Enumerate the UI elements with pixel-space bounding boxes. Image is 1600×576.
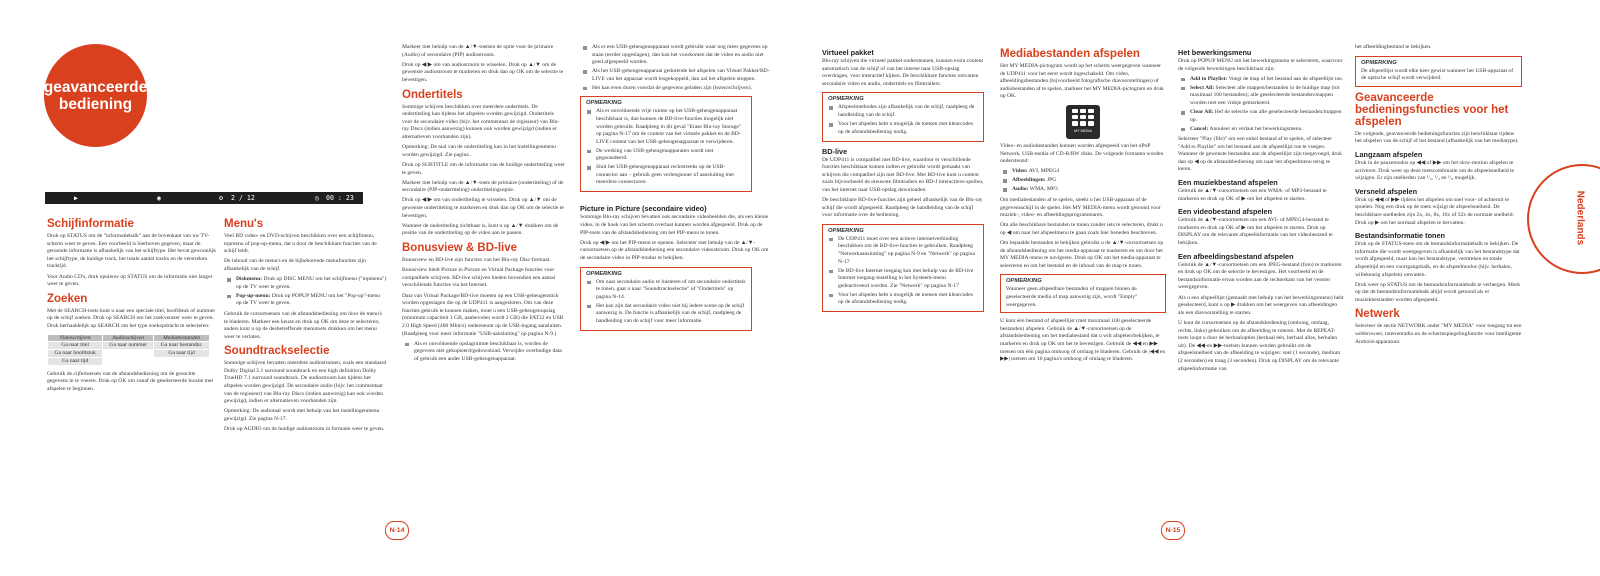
bonusview-list xyxy=(402,341,565,364)
heading-bewerkingsmenu: Het bewerkingsmenu xyxy=(1178,48,1252,57)
heading-bonusview: Bonusview & BD-live xyxy=(402,242,518,255)
column-4 xyxy=(580,44,772,336)
paragraph: Druk weer op STATUS om de bestandsinformatiebalk te verbergen. Merk op dat de bestandsinformatiebalk altijd wordt getoond als er muziekbestanden worden afgespeeld. xyxy=(1355,281,1521,303)
paragraph: Om alle beschikbare bestanden te tonen zonder iets te selecteren, drukt u op ◀ om naar het afspeelmenu te gaan zoals hier beneden beschreven. xyxy=(1000,222,1163,236)
table-row xyxy=(48,357,210,365)
heading-menus: Menu's xyxy=(224,218,264,230)
note-title: OPMERKING xyxy=(586,100,622,107)
paragraph: Om mediabestanden af te spelen, steekt u het USB-apparaat of de gegevensschijf in de speler. Het MY MEDIA-menu wordt getoond voor muziek-, video- en afbeeldingsprogrammaren. xyxy=(1000,196,1161,219)
paragraph: Druk op POPUP MENU om het bewerkingsmenu te selecteren, waarvoor de volgende bewerkingen beschikbaar zijn: xyxy=(1178,58,1343,72)
paragraph: De volgende, geavanceerde bedieningsfuncties zijn beschikbaar tijdens het afspelen van de schijf of het bestand (afhankelijk van het mediatype). xyxy=(1355,130,1519,145)
elapsed-time: 00 : 23 xyxy=(326,194,354,202)
subtitle-icon: ⚙ xyxy=(219,194,223,202)
heading-videobestand: Een videobestand afspelen xyxy=(1178,207,1273,217)
heading-pip: Picture in Picture (secondaire video) xyxy=(580,204,707,214)
note-title: OPMERKING xyxy=(828,227,864,234)
menu-list xyxy=(224,276,387,308)
table-cell xyxy=(154,357,210,365)
paragraph: het afbeeldingbestand te bekijken. xyxy=(1355,44,1432,50)
paragraph: Markeer met behulp van de ▲/▼-toets de primaire (ondertiteling) of de secondaire (PIP-ondertiteling) ondertitelingsoptie. xyxy=(402,179,564,194)
page-number: N-15 xyxy=(1161,521,1185,540)
note-title: OPMERKING xyxy=(1361,59,1397,66)
list-item: Als er onvoldoende opslagruimte beschikbaar is, worden de gegevens niet gekopieerd/gedownload. Verwijder overbodige data of gebruik een ander USB-geheugenapparaat. xyxy=(414,341,565,364)
table-row xyxy=(48,350,210,358)
note-box-pip xyxy=(580,267,752,331)
note-title: OPMERKING xyxy=(586,270,622,277)
clock-icon: ◷ xyxy=(315,194,319,202)
my-media-icon xyxy=(1066,105,1100,139)
table-cell: Ga naar hoofdstuk xyxy=(48,350,103,358)
paragraph: Veel BD video- en DVD-schijven beschikken over een schijfmenu, topmenu of pop-up-menu, dat u door de beschikbare functies van de schijf leidt. xyxy=(224,233,377,255)
disc-icon: ◉ xyxy=(157,194,161,202)
heading-afbeeldingsbestand: Een afbeeldingsbestand afspelen xyxy=(1178,251,1294,261)
list-item: Select All: Selecteer alle mappen/bestanden in de huidige map (tot maximaal 100 bestanden); alle geselecteerde bestanden/mappen worden met een vinkje gemarkeerd. xyxy=(1190,85,1344,108)
table-header: Mediabestanden xyxy=(154,334,210,342)
paragraph: Sommige schijven beschikken over meerdere ondertitels. De ondertiteling kan tijdens het afspelen worden gewijzigd. Ondertitels voor de secondaire video (bijv. het commentaar de regisseur) van Blu-ray Discs (indien aanwezig) kunnen ook worden gewijzigd (indien er alternatieven voorhanden zijn). xyxy=(402,103,560,140)
paragraph: Gebruik de cijfertoetsen van de afstandsbediening om de gezochte gegevens in te voeren. Druk op OK om vanaf de geselecteerde locatie met afspelen te beginnen. xyxy=(47,370,214,392)
paragraph: Wanneer de ondertiteling zichtbaar is, kunt u op ▲/▼ drukken om de positie van de ondertiteling op de video aan te passen. xyxy=(402,222,559,237)
paragraph: Druk op ◀◀ of ▶▶ tijdens het afspelen om snel voor- of achteruit te spoelen. Nog een druk op de toets wijzigt de afspeelsnelheid. De beschikbare snelheden zijn 2x, 4x, 8x, 16x of 32x de normale snelheid. Druk op ▶ om het normaal afspelen te hervatten. xyxy=(1355,196,1514,226)
list-item: Afbeeldingen: JPG xyxy=(1012,177,1166,185)
paragraph: Voor Audio CD's, druk opnieuw op STATUS om de informatie niet langer weer te geven. xyxy=(47,273,213,288)
paragraph: Druk in de pauzemodus op ◀◀ of ▶▶ om het slow-motion afspelen te activeren. Druk weer op deze toetscombinatie om de afspeelsnelheid te wijzigen. Er zijn snelheden van ¹/₂, ¹/₄ en ¹/₈ mogelijk. xyxy=(1355,159,1515,182)
paragraph: Bonusview biedt Picture in Picture en Virtual Package functies voor compatibele schijven. BD-live schijven bieden bovendien een aantal verschillende functies via het Internet. xyxy=(402,267,556,289)
table-cell: Ga naar bestandnr. xyxy=(154,342,210,350)
list-item: Add to Playlist: Voegt de map of het bestand aan de afspeellijst toe. xyxy=(1190,75,1344,82)
paragraph: Sommige Blu-ray schijven bevatten ook secondaire videobeelden die, als een kleine video, in de hoek van het scherm overlaat kunnen worden afgespeeld. Druk op de PIP-toets van de afstandsbediening om het PIP-menu te tonen. xyxy=(580,214,769,236)
table-cell: Ga naar titel xyxy=(48,342,103,350)
paragraph: Druk op STATUS om de "informatiebalk" aan de bovenkant van uw TV-scherm weer te geven. Een voorbeeld is hierboven gegeven, maar de getoonde informatie is afhankelijk van het schijftype. Het bevat gewoonlijk het schijftype, de huidige track, het totale aantal tracks en de verstreken tracktijd. xyxy=(47,233,217,270)
paragraph: Druk op ◀/▶ om het PIP-menu te openen. Selecteer met behulp van de ▲/▼-cursortoetsen op de afstandsbediening een secondaire videostroom. Druk op OK om de secondaire video in PIP-modus te bekijken. xyxy=(580,239,769,262)
list-item: Video: AVI, MPEG4 xyxy=(1012,168,1166,176)
paragraph: Gebruik de ▲/▼-cursortoetsen om een AVI- of MPEG4-bestand te markeren en druk op OK of ▶ om het afspelen te starten. Druk op DISPLAY om de relevante afspeelinformatie van het videobestand te bekijken. xyxy=(1178,217,1333,247)
paragraph: Video- en audiobestanden kunnen worden afgespeeld van het uPnP Netwerk, USB-media of CD-R/RW disks. De volgende formaten worden ondersteund: xyxy=(1000,142,1164,165)
note-title: OPMERKING xyxy=(1006,278,1042,285)
paragraph: Als u een afspeellijst (gemaakt met behulp van het bewerkingsmenu) hebt geselecteerd, kunt u op ▶ drukken om het weergeven van afbeeldingen als een diavoorstelling te starten. xyxy=(1178,294,1344,316)
paragraph: Gebruik de ▲/▼-cursortoetsen om een WMA- of MP3-bestand te markeren en druk op OK of ▶ om het afspelen te starten. xyxy=(1178,188,1327,202)
paragraph: Gebruik de cursortoetsen van de afstandsbediening om door de menu's te bladeren. Markeer een keuze en druk op OK om deze te selecteren, anders kunt u op de desbetreffende menutoets drukken om het menu weer te verlaten. xyxy=(224,310,383,340)
paragraph: U kunt één bestand of afspeellijst (met maximaal 100 geselecteerde bestanden) afspelen. Gebruik de ▲/▼-cursortoetsen op de afstandsbediening om het mediabestand dat u wilt afspelen/bekijken, te markeren en druk op OK om het te bevestigen. Gebruik de ◀◀ en ▶▶ toetsen om één pagina omhoog of omlaag te bladeren. Gebruik de |◀◀ en ▶▶| toetsen om 10 pagina's omhoog of omlaag te bladeren. xyxy=(1000,318,1166,363)
column-6 xyxy=(1000,44,1166,366)
table-row xyxy=(48,342,210,350)
paragraph: Het MY MEDIA-pictogram wordt op het scherm weergegeven wanneer de UDP411 voor het eerst wordt ingeschakeld. Om video, afbeeldingsbestanden (bijvoorbeeld fotografische diavoorstellingen) of audiobestanden af te spelen, markeer het MY MEDIA-pictogram en druk op OK. xyxy=(1000,63,1164,100)
paragraph: Blu-ray schijven die virtueel pakket ondersteunen, kunnen extra content automatisch van de schijf of van het interne naar USB-opslag overdragen, voor interactief kijken. De beschikbare functies omvatten secondaire video en audio, ondertitels en filmtrailers. xyxy=(822,58,984,87)
paragraph: Druk op ◀/▶ om van ondertiteling te wisselen. Druk op ▲/▼ om de gewenste ondertiteling te markeren en druk dan op OK om de selectie te bevestigen. xyxy=(402,197,564,219)
paragraph: Om bepaalde bestanden te bekijken gebruikt u de ▲/▼-cursortoetsen op de afstandsbediening om het media-apparaat te markeren en om door het MY MEDIA-menu te navigeren. Druk op OK om het media-apparaat te selecteren en om het bestand en de inhoud van de map te tonen. xyxy=(1000,240,1164,269)
paragraph: Selecteer "Play (file)" om een enkel bestand af te spelen, of selecteer "Add to Playlist" om het bestand aan de afspeellijst toe te voegen. Wanneer de gewenste bestanden aan de afspeellijst zijn toegevoegd, druk dan op ◀ op de afstandsbediening om naar het afspeelmenu terug te keren. xyxy=(1178,136,1342,173)
paragraph: Druk op ◀/▶ om van audiostroom te wisselen. Druk op ▲/▼ om de gewenste audiostroom te markeren en druk dan op OK om de selectie te bevestigen. xyxy=(402,61,564,83)
table-header: Videoschijven xyxy=(48,334,103,342)
paragraph: De UDP411 is compatibel met BD-live, waardoor er verschillende functies beschikbaar komen indien er gebruikt wordt gemaakt van schijven die compatibel zijn met BD-live. Met BD-live kunt u content zoals bijvoorbeeld de nieuwste filmtrailers en BD-J interactieve spellen, van het internet naar USB-opslag downloaden. xyxy=(822,156,984,193)
heading-langzaam: Langzaam afspelen xyxy=(1355,149,1423,159)
formats-list xyxy=(1000,168,1166,194)
paragraph: Gebruik de ▲/▼-cursortoetsen om een JPEG-bestand (foto) te markeren en druk op OK om de selectie te bevestigen. Het voorbeeld en de bestandsinformatie ervan worden aan de rechterkant van het venster weergegeven. xyxy=(1178,261,1342,291)
play-icon: ▶ xyxy=(74,194,78,202)
page-number: N-14 xyxy=(385,521,409,540)
column-8 xyxy=(1355,44,1522,349)
note-box-bdlive xyxy=(822,224,984,313)
list-item: De BD-live Internet toegang kan met behulp van de BD-live Internet toegang-instelling in het Systeem-menu gedeactiveerd worden. Zie "Netwerk" op pagina N-17 xyxy=(838,268,978,291)
paragraph: Met de SEARCH-toets kunt u naar een speciale titel, hoofdstuk of nummer op de schijf zoeken. Druk op SEARCH om het zoekvenster weer te geven. Druk herhaaldelijk op SEARCH om het type zoekopdracht te selecteren: xyxy=(47,307,216,329)
list-item: Om naar secondaire audio te luisteren of om secondaire ondertitels te tonen, gaat u naar "Soundtrackselectie" of "Ondertitels" op pagina N-14. xyxy=(596,278,746,300)
heading-netwerk: Netwerk xyxy=(1355,308,1400,321)
list-item: Voor het afspelen hebt u mogelijk de toetsen met kleurcodes op de afstandsbediening nodig. xyxy=(838,121,978,136)
heading-bd-live: BD-live xyxy=(822,146,848,156)
note-box-playlist: OPMERKING De afspeellijst wordt elke keer gewist wanneer het USB-apparaat of de optische schijf wordt verwijderd. xyxy=(1355,56,1522,87)
heading-virtueel-pakket: Virtueel pakket xyxy=(822,48,874,57)
my-media-label: MY MEDIA xyxy=(1074,128,1092,133)
chapter-title-line1: geavanceerde xyxy=(43,78,148,96)
paragraph: Druk op AUDIO om de huidige audiostroom in formatie weer te geven. xyxy=(224,426,385,433)
paragraph: Markeer met behulp van de ▲/▼-toetsen de optie voor de primaire (Audio) of secondaire (PIP) audiostroom. xyxy=(402,44,554,58)
list-item: Afspeelmethodes zijn afhankelijk van de schijf, raadpleeg de handleiding van de schijf. xyxy=(838,104,978,119)
list-item: Het kan zijn dat secondaire video niet bij iedere scene op de schijf aanwezig is. De functie is afhankelijk van de schijf, raadpleeg de handleiding van de schijf voor meer informatie. xyxy=(596,302,745,324)
paragraph: De beschikbare BD-live-functies zijn geheel afhankelijk van de Blu-ray schijf die wordt afgespeeld. Raadpleeg de handleiding van de schijf voor informatie over de bediening. xyxy=(822,197,983,219)
note-box-empty: OPMERKING Wanneer geen afspeelbare bestanden of mappen binnen de geselecteerde media of map aanwezig zijn, wordt "Empty" weergegeven. xyxy=(1000,274,1166,313)
list-item: Clear All: Hef de selectie van alle geselecteerde bestanden/mappen op. xyxy=(1190,109,1344,124)
heading-versneld: Versneld afspelen xyxy=(1355,186,1418,196)
list-item: Audio: WMA, MP3 xyxy=(1012,186,1166,194)
list-item: Het kan even duren voordat de gegevens geladen zijn (lezen/schrijven). xyxy=(592,85,772,93)
note-box-usb xyxy=(580,96,752,192)
paragraph: U kunt de cursortoetsen op de afstandsbediening (omhoog, omlaag, rechts, links) gebruiken om de afbeelding te roteren. Met de REPEAT-toets loopt u door de herhaalopties (herhaal één, herhaal alles, herhalen uit). De ◀◀-en ▶▶-toetsen kunnen worden gebruikt om de afspeelsnelheid van de afbeelding te wijzigen: snel (1 seconde), medium (2 seconden) en traag (3 seconden). Druk op DISPLAY om de relevante afspeelinformatie van xyxy=(1178,319,1341,372)
list-item: Cancel: Annuleer en verlaat het bewerkingsmenu. xyxy=(1190,126,1344,134)
heading-geavanceerde-functies: Geavanceerde bedieningsfuncties voor het afspelen xyxy=(1355,91,1509,128)
column-3 xyxy=(402,44,565,367)
paragraph: Sommige schijven bevatten meerdere audiostromen, zoals een standaard Dolby Digital 5.1 surround soundtrack en een high definition Dolby TrueHD 7.1 surround soundtrack. De audiostroom kan tijdens het afspelen worden gewijzigd. De secondaire audio (bijv. het commentaar van de regisseur) van Blu-ray Discs (indien aanwezig) kan ook worden gewijzigd, indien er alternatieven voorhanden zijn. xyxy=(224,360,387,405)
table-cell: Ga naar nummer xyxy=(103,342,154,350)
table-cell xyxy=(103,350,154,358)
column-2 xyxy=(224,214,387,436)
paragraph: Bonusview en BD-live zijn functies van het Blu-ray Disc-formaat. xyxy=(402,257,551,264)
heading-bestandsinformatie: Bestandsinformatie tonen xyxy=(1355,231,1446,241)
paragraph: Druk op de STATUS-toets om de bestandsinformatiebalk te bekijken. De informatie die wordt weergegeven is afhankelijk van het bestandstype dat wordt afgespeeld, maar kan het bestandstype, verstreken en totale afspeeltijd en een voortgangsbalk, en de afspeelmodus (bijv. herhalen, willekeurig afspelen) omvatten. xyxy=(1355,241,1520,278)
column-7 xyxy=(1178,44,1344,376)
page-n15 xyxy=(800,0,1600,576)
list-item: Als het USB-geheugenapparaat gedurende het afspelen van Virtuel Pakket/BD-LIVE van het apparaat wordt losgekoppeld, dan zal het afspelen stoppen. xyxy=(592,68,772,83)
heading-ondertitels: Ondertitels xyxy=(402,88,463,101)
info-bar-illustration xyxy=(45,192,363,204)
paragraph: Selecteer de sectie NETWORK onder "MY MEDIA" voor toegang tot een webbrowser, internetradio en de schermspiegelingfunctie voor intelligente Android-apparatuur. xyxy=(1355,323,1522,345)
language-tab-label: Nederlands xyxy=(1574,190,1586,246)
table-header: Audioschijven xyxy=(103,334,154,342)
list-item: De UDP411 moet over een actieve internetverbinding beschikken om de BD-live-functies te gebruiken. Raadpleeg "Netwerkaansluiting" op pagina N-9 en "Netwerk" op pagina N-17 xyxy=(838,236,978,266)
heading-soundtrackselectie: Soundtrackselectie xyxy=(224,345,330,358)
table-cell: Ga naar tijd xyxy=(154,350,210,358)
edit-menu-list xyxy=(1178,76,1344,133)
list-item: Pop-up-menu: Druk op POPUP MENU om het "Pop-up"-menu op de TV weer te geven. xyxy=(236,293,387,308)
list-item: Sluit het USB-geheugenapparaat rechtstreeks op de USB-connector aan – gebruik geen verlengsnoer of aansluiting met meerdere connectoren. xyxy=(596,164,746,187)
usb-list xyxy=(580,44,772,92)
paragraph: Druk op SUBTITLE om de informatie van de huidige ondertiteling weer te geven. xyxy=(402,161,565,176)
heading-zoeken: Zoeken xyxy=(47,292,88,305)
list-item: Als er een USB-geheugenapparaat wordt gebruikt waar nog meer gegevens op staan (eerder opgeslagen), dan kan het voorkomen dat de video en audio niet goed afgespeeld worden. xyxy=(592,44,772,67)
column-1 xyxy=(47,214,217,396)
list-item: Voor het afspelen hebt u mogelijk de toetsen met kleurcodes op de afstandsbediening nodig. xyxy=(838,292,978,307)
table-cell: Ga naar tijd xyxy=(48,357,103,365)
subtitle-counter: 2 / 12 xyxy=(231,194,255,202)
list-item: Diskmenu: Druk op DISC MENU om het schijfmenu ("topmenu") op de TV weer te geven. xyxy=(236,276,387,290)
chapter-badge xyxy=(44,44,147,147)
note-title: OPMERKING xyxy=(828,96,864,103)
paragraph: Opmerking: De audiotaal wordt met behulp van het instellingenmenu gewijzigd. Zie pagina N-17. xyxy=(224,408,380,423)
paragraph: Data van Virtual Package/BD-live moeten op een USB-geheugenstick worden opgeslagen die op de UDP411 is aangesloten. Om van deze functies gebruik te kunnen maken, moet u een USB-geheugenopslag (minimum capaciteit 1 GB, aanbevolen wordt 2 GB) die FAT32 en USB 2.0 High Speed (480 Mbit/s) ondersteunt op de USB-ingang aansluiten. (Raadpleeg voor meer informatie "USB-aansluiting" op pagina N-9.) xyxy=(402,292,564,337)
paragraph: Opmerking: De taal van de ondertiteling kan in het instellingenmenu worden gewijzigd. Zie pagina . xyxy=(402,144,556,158)
list-item: De werking van USB-geheugenapparaten wordt niet gegarandeerd. xyxy=(596,148,746,163)
heading-muziekbestand: Een muziekbestand afspelen xyxy=(1178,178,1278,188)
search-types-table xyxy=(47,334,210,366)
heading-schijfinformatie: Schijfinformatie xyxy=(47,218,134,230)
heading-mediabestanden: Mediabestanden afspelen xyxy=(1000,48,1140,60)
column-5 xyxy=(822,44,984,317)
table-cell xyxy=(103,357,154,365)
list-item: Als er onvoldoende vrije ruimte op het USB-geheugenapparaat beschikbaar is, dan kunnen de BD-live-functies mogelijk niet worden gebruikt. Raadpleeg in dit geval "Erase Blu-ray Storage" op pagina N-17 om de content van het virtuele pakket en de BD-LIVE content van het USB-geheugenapparaat te verwijderen. xyxy=(596,108,746,146)
note-box-virtual xyxy=(822,92,984,141)
paragraph: De inhoud van de menu's en de bijbehorende menufuncties zijn afhankelijk van de schijf. xyxy=(224,258,366,272)
chapter-title-line2: bediening xyxy=(58,95,133,113)
